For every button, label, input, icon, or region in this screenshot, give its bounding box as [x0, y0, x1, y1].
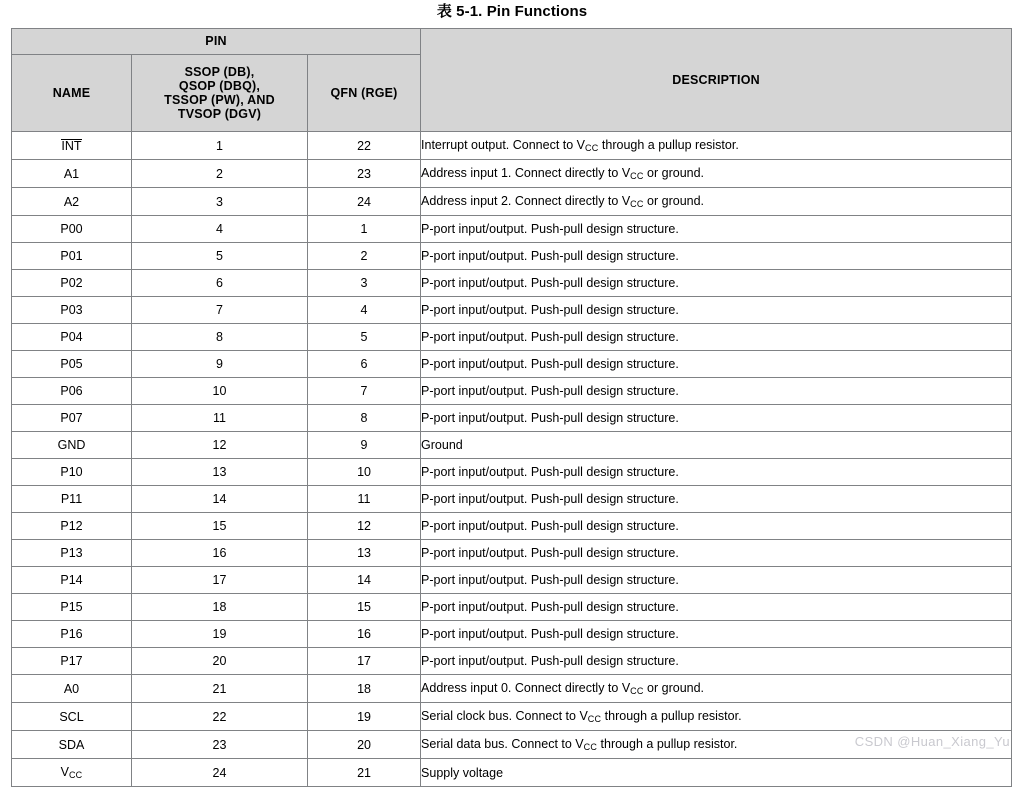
cell-qfn-pin-number: 14: [308, 567, 421, 594]
cell-qfn-pin-number: 16: [308, 621, 421, 648]
table-header-group-row: [12, 29, 1012, 55]
table-row: [12, 594, 1012, 621]
cell-qfn-pin-number: 21: [308, 759, 421, 787]
cell-description: [421, 188, 1012, 216]
description-text: P-port input/output. Push-pull design structure.: [421, 519, 679, 533]
cell-pin-name: [12, 567, 132, 594]
pin-name-text: V: [60, 765, 69, 779]
header-ssop-line-4: TVSOP (DGV): [177, 107, 262, 121]
cell-qfn-pin-number: 4: [308, 297, 421, 324]
pin-name-text: P10: [60, 465, 83, 479]
description-text: P-port input/output. Push-pull design structure.: [421, 654, 679, 668]
pin-name-text: P14: [60, 573, 83, 587]
table-header: [12, 29, 1012, 132]
cell-ssop-pin-number: 13: [132, 459, 308, 486]
description-text: Serial clock bus. Connect to V: [421, 709, 588, 723]
pin-name-text: P01: [60, 249, 83, 263]
table-row: [12, 759, 1012, 787]
cell-description: [421, 759, 1012, 787]
table-row: [12, 703, 1012, 731]
cell-description: [421, 513, 1012, 540]
cell-description: [421, 324, 1012, 351]
description-text: P-port input/output. Push-pull design structure.: [421, 276, 679, 290]
table-row: [12, 243, 1012, 270]
cell-ssop-pin-number: 12: [132, 432, 308, 459]
pin-name-text: P05: [60, 357, 83, 371]
table-row: [12, 216, 1012, 243]
table-row: [12, 459, 1012, 486]
cell-qfn-pin-number: 13: [308, 540, 421, 567]
watermark: CSDN @Huan_Xiang_Yu: [854, 734, 1010, 749]
table-row: [12, 270, 1012, 297]
pin-name-text: INT: [61, 138, 82, 153]
pin-name-subscript: CC: [68, 770, 83, 780]
header-ssop-line-3: TSSOP (PW), AND: [164, 93, 275, 107]
cell-description: [421, 270, 1012, 297]
description-text: P-port input/output. Push-pull design structure.: [421, 546, 679, 560]
cell-pin-name: [12, 648, 132, 675]
pin-name-text: A1: [63, 166, 80, 181]
table-row: [12, 567, 1012, 594]
header-qfn-package: QFN (RGE): [308, 55, 421, 132]
cell-qfn-pin-number: 12: [308, 513, 421, 540]
cell-qfn-pin-number: 11: [308, 486, 421, 513]
cell-qfn-pin-number: 22: [308, 132, 421, 160]
description-text-tail: or ground.: [643, 681, 705, 695]
cell-description: [421, 486, 1012, 513]
cell-description: [421, 648, 1012, 675]
cell-qfn-pin-number: 24: [308, 188, 421, 216]
pin-name-text: P03: [60, 303, 83, 317]
cell-ssop-pin-number: 2: [132, 160, 308, 188]
description-text-tail: through a pullup resistor.: [601, 709, 742, 723]
table-row: [12, 324, 1012, 351]
table-row: [12, 351, 1012, 378]
cell-ssop-pin-number: 22: [132, 703, 308, 731]
description-subscript: CC: [587, 714, 602, 724]
table-row: [12, 621, 1012, 648]
pin-name-text: P02: [60, 276, 83, 290]
cell-pin-name: [12, 759, 132, 787]
cell-pin-name: [12, 540, 132, 567]
cell-pin-name: [12, 351, 132, 378]
cell-ssop-pin-number: 16: [132, 540, 308, 567]
cell-qfn-pin-number: 15: [308, 594, 421, 621]
cell-pin-name: [12, 297, 132, 324]
cell-qfn-pin-number: 20: [308, 731, 421, 759]
cell-description: [421, 132, 1012, 160]
cell-description: [421, 351, 1012, 378]
description-text: Address input 1. Connect directly to V: [421, 166, 631, 180]
cell-pin-name: [12, 270, 132, 297]
pin-name-text: P15: [60, 600, 83, 614]
table-title-text: 表 5-1. Pin Functions: [436, 3, 588, 20]
cell-qfn-pin-number: 10: [308, 459, 421, 486]
cell-pin-name: [12, 243, 132, 270]
cell-ssop-pin-number: 4: [132, 216, 308, 243]
cell-pin-name: [12, 594, 132, 621]
description-text: Address input 2. Connect directly to V: [421, 194, 631, 208]
cell-qfn-pin-number: 8: [308, 405, 421, 432]
description-subscript: CC: [585, 143, 599, 153]
cell-qfn-pin-number: 6: [308, 351, 421, 378]
table-row: [12, 297, 1012, 324]
cell-qfn-pin-number: 1: [308, 216, 421, 243]
table-row: [12, 432, 1012, 459]
table-row: [12, 513, 1012, 540]
pin-name-text: P00: [60, 222, 83, 236]
cell-qfn-pin-number: 23: [308, 160, 421, 188]
description-text: Supply voltage: [421, 765, 504, 780]
description-text: Serial data bus. Connect to V: [421, 737, 584, 751]
cell-pin-name: [12, 216, 132, 243]
cell-description: [421, 297, 1012, 324]
cell-pin-name: [12, 513, 132, 540]
cell-ssop-pin-number: 14: [132, 486, 308, 513]
description-subscript: CC: [583, 742, 598, 752]
cell-qfn-pin-number: 19: [308, 703, 421, 731]
description-text: P-port input/output. Push-pull design structure.: [421, 384, 679, 398]
description-text: P-port input/output. Push-pull design structure.: [421, 492, 679, 506]
cell-pin-name: [12, 486, 132, 513]
cell-ssop-pin-number: 20: [132, 648, 308, 675]
cell-description: [421, 378, 1012, 405]
cell-qfn-pin-number: 18: [308, 675, 421, 703]
table-row: [12, 132, 1012, 160]
cell-description: [421, 459, 1012, 486]
cell-ssop-pin-number: 11: [132, 405, 308, 432]
cell-qfn-pin-number: 3: [308, 270, 421, 297]
cell-pin-name: [12, 324, 132, 351]
pin-functions-table: [11, 28, 1012, 787]
table-row: [12, 378, 1012, 405]
header-pin-group: PIN: [12, 29, 421, 55]
cell-pin-name: [12, 160, 132, 188]
description-text: P-port input/output. Push-pull design structure.: [421, 249, 679, 263]
cell-ssop-pin-number: 24: [132, 759, 308, 787]
cell-qfn-pin-number: 7: [308, 378, 421, 405]
description-subscript: CC: [630, 199, 644, 209]
cell-pin-name: [12, 459, 132, 486]
description-text: P-port input/output. Push-pull design structure.: [421, 600, 679, 614]
cell-ssop-pin-number: 15: [132, 513, 308, 540]
header-ssop-package: [132, 55, 308, 132]
cell-description: [421, 216, 1012, 243]
description-text: P-port input/output. Push-pull design structure.: [421, 222, 679, 236]
cell-ssop-pin-number: 7: [132, 297, 308, 324]
pin-name-text: SDA: [58, 737, 85, 752]
cell-ssop-pin-number: 5: [132, 243, 308, 270]
description-text-tail: through a pullup resistor.: [598, 138, 739, 152]
cell-description: [421, 567, 1012, 594]
description-text-tail: or ground.: [643, 166, 705, 180]
table-body: [12, 132, 1012, 787]
description-text: P-port input/output. Push-pull design structure.: [421, 330, 679, 344]
header-name: NAME: [12, 55, 132, 132]
pin-name-text: P04: [60, 330, 83, 344]
table-row: [12, 648, 1012, 675]
cell-pin-name: [12, 432, 132, 459]
description-text-tail: or ground.: [643, 194, 705, 208]
pin-name-text: P06: [60, 384, 83, 398]
description-text: P-port input/output. Push-pull design structure.: [421, 303, 679, 317]
pin-name-text: P16: [60, 627, 83, 641]
header-description: DESCRIPTION: [421, 29, 1012, 132]
pin-name-text: P11: [60, 492, 83, 506]
cell-qfn-pin-number: 9: [308, 432, 421, 459]
cell-pin-name: [12, 731, 132, 759]
cell-pin-name: [12, 621, 132, 648]
table-row: [12, 405, 1012, 432]
pin-name-text: A2: [63, 194, 80, 209]
description-text: P-port input/output. Push-pull design structure.: [421, 357, 679, 371]
cell-qfn-pin-number: 17: [308, 648, 421, 675]
cell-ssop-pin-number: 10: [132, 378, 308, 405]
pin-functions-table-container: [11, 28, 1011, 787]
description-text: P-port input/output. Push-pull design structure.: [421, 573, 679, 587]
cell-ssop-pin-number: 23: [132, 731, 308, 759]
description-text: Ground: [421, 438, 463, 452]
cell-ssop-pin-number: 1: [132, 132, 308, 160]
cell-ssop-pin-number: 3: [132, 188, 308, 216]
pin-name-text: P12: [60, 519, 83, 533]
table-row: [12, 188, 1012, 216]
pin-name-text: A0: [63, 681, 80, 696]
pin-name-text: GND: [57, 438, 86, 452]
cell-ssop-pin-number: 8: [132, 324, 308, 351]
pin-name-text: SCL: [59, 709, 84, 724]
table-row: [12, 486, 1012, 513]
cell-ssop-pin-number: 21: [132, 675, 308, 703]
cell-ssop-pin-number: 6: [132, 270, 308, 297]
cell-description: [421, 243, 1012, 270]
cell-description: [421, 675, 1012, 703]
cell-description: [421, 594, 1012, 621]
table-row: [12, 540, 1012, 567]
pin-name-text: P17: [60, 654, 83, 668]
cell-ssop-pin-number: 17: [132, 567, 308, 594]
table-row: [12, 675, 1012, 703]
cell-pin-name: [12, 378, 132, 405]
pin-name-text: P13: [60, 546, 83, 560]
table-row: [12, 160, 1012, 188]
description-text: P-port input/output. Push-pull design structure.: [421, 465, 679, 479]
pin-name-text: P07: [60, 411, 83, 425]
cell-description: [421, 703, 1012, 731]
cell-qfn-pin-number: 5: [308, 324, 421, 351]
cell-pin-name: [12, 703, 132, 731]
cell-pin-name: [12, 675, 132, 703]
cell-pin-name: [12, 405, 132, 432]
header-ssop-line-1: SSOP (DB),: [184, 65, 255, 79]
description-text: Address input 0. Connect directly to V: [421, 681, 631, 695]
cell-pin-name: [12, 132, 132, 160]
description-subscript: CC: [630, 686, 644, 696]
cell-description: [421, 405, 1012, 432]
description-text: Interrupt output. Connect to V: [421, 138, 586, 152]
description-subscript: CC: [630, 171, 644, 181]
cell-pin-name: [12, 188, 132, 216]
cell-description: [421, 621, 1012, 648]
description-text-tail: through a pullup resistor.: [597, 737, 738, 751]
cell-description: [421, 160, 1012, 188]
description-text: P-port input/output. Push-pull design structure.: [421, 627, 679, 641]
cell-description: [421, 432, 1012, 459]
cell-ssop-pin-number: 19: [132, 621, 308, 648]
page-title: [0, 0, 1024, 26]
cell-qfn-pin-number: 2: [308, 243, 421, 270]
header-ssop-line-2: QSOP (DBQ),: [178, 79, 261, 93]
cell-ssop-pin-number: 9: [132, 351, 308, 378]
cell-ssop-pin-number: 18: [132, 594, 308, 621]
description-text: P-port input/output. Push-pull design structure.: [421, 411, 679, 425]
cell-description: [421, 540, 1012, 567]
